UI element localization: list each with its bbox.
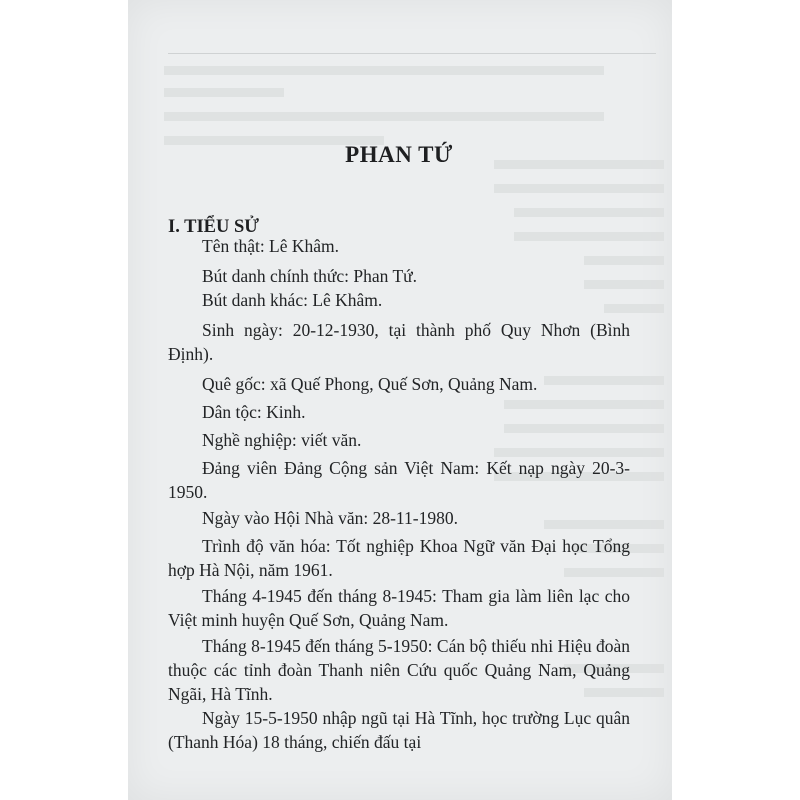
paragraph: Sinh ngày: 20-12-1930, tại thành phố Quy Nhơn (Bình Định). — [168, 320, 630, 364]
section-heading: I. TIỂU SỬ — [168, 217, 259, 237]
show-through-header — [168, 28, 656, 54]
paragraph: Quê gốc: xã Quế Phong, Quế Sơn, Quảng Nam. — [202, 374, 538, 394]
paragraph: Bút danh khác: Lê Khâm. — [202, 290, 383, 310]
paragraph: Ngày vào Hội Nhà văn: 28-11-1980. — [202, 508, 458, 528]
paragraph: Đảng viên Đảng Cộng sản Việt Nam: Kết nạp ngày 20-3-1950. — [168, 458, 630, 502]
book-page — [128, 0, 672, 800]
page-title: PHAN TỨ — [345, 142, 453, 167]
paragraph: Ngày 15-5-1950 nhập ngũ tại Hà Tĩnh, học trường Lục quân (Thanh Hóa) 18 tháng, chiến đấu tại — [168, 708, 630, 752]
paragraph: Dân tộc: Kinh. — [202, 402, 306, 422]
paragraph: Tên thật: Lê Khâm. — [202, 236, 340, 256]
paragraph: Tháng 4-1945 đến tháng 8-1945: Tham gia làm liên lạc cho Việt minh huyện Quế Sơn, Quảng Nam. — [168, 586, 630, 630]
paragraph: Bút danh chính thức: Phan Tứ. — [202, 266, 418, 286]
paragraph: Tháng 8-1945 đến tháng 5-1950: Cán bộ thiếu nhi Hiệu đoàn thuộc các tỉnh đoàn Thanh niên Cứu quốc Quảng Nam, Quảng Ngãi, Hà Tĩnh. — [168, 636, 630, 704]
paragraph: Trình độ văn hóa: Tốt nghiệp Khoa Ngữ văn Đại học Tổng hợp Hà Nội, năm 1961. — [168, 536, 630, 580]
paragraph: Nghề nghiệp: viết văn. — [202, 430, 362, 450]
